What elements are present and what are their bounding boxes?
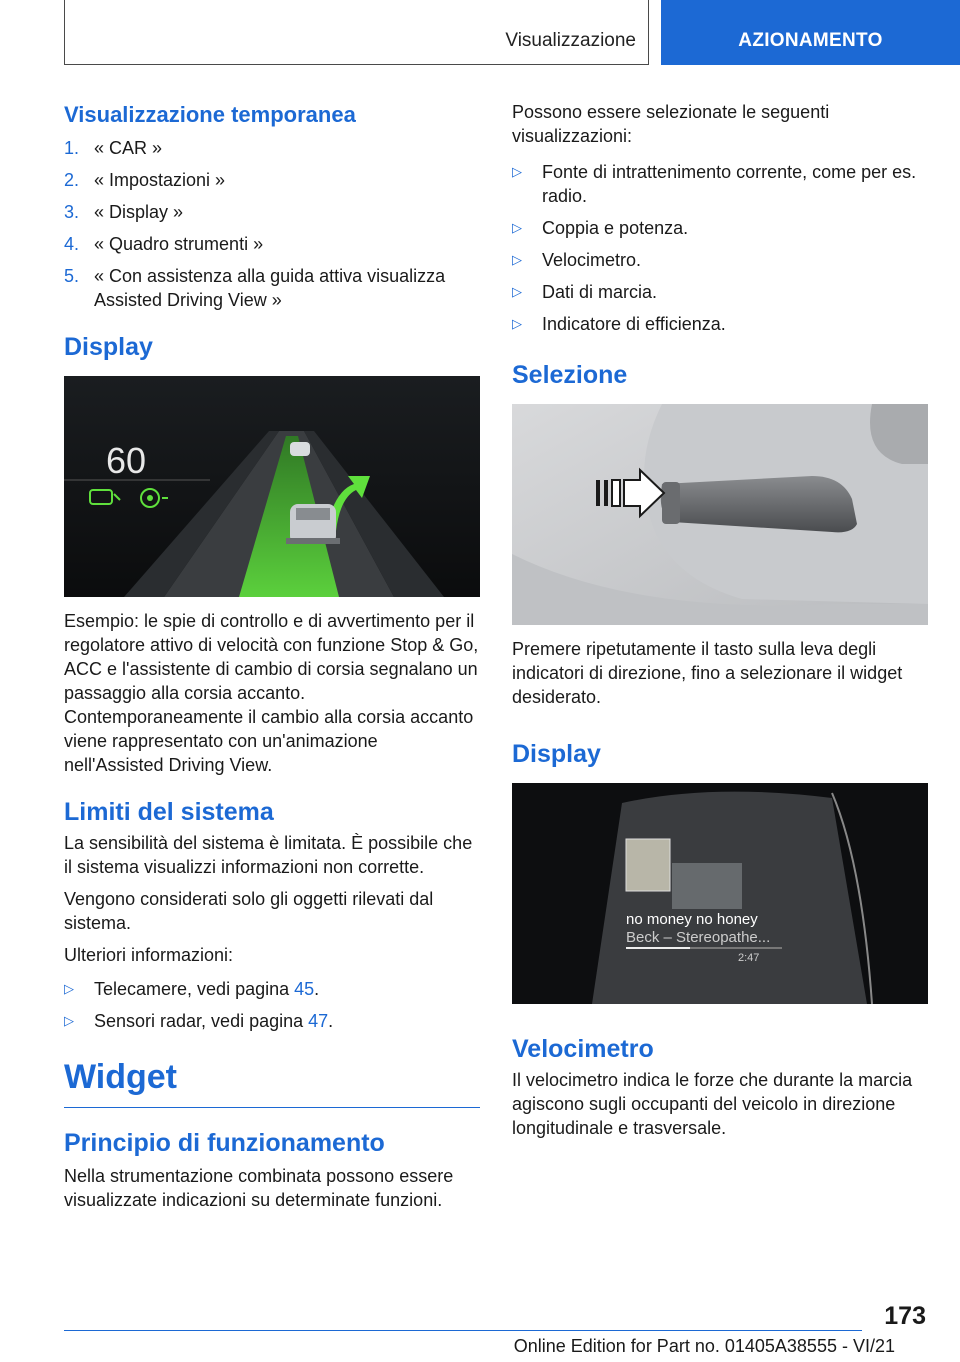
step-number: 4. xyxy=(64,234,80,254)
refs-list xyxy=(64,977,480,1033)
option-text: Dati di marcia. xyxy=(542,282,658,302)
limits-text-3: Ulteriori informazioni: xyxy=(64,945,234,965)
header-section-title: Visualizzazione xyxy=(505,30,636,51)
principle-text: Nella strumentazione combinata possono essere visualizzate indicazioni su determinate funzioni. xyxy=(64,1166,454,1210)
left-column xyxy=(64,100,480,1212)
page-link[interactable]: 47 xyxy=(308,1011,329,1031)
ref-punct: . xyxy=(314,979,320,999)
display-heading: Display xyxy=(64,333,153,361)
limits-text-2: Vengono considerati solo gli oggetti rilevati dal sistema. xyxy=(64,889,434,933)
display-caption: Esempio: le spie di controllo e di avvertimento per il regolatore attivo di velocità con funzione Stop & Go, ACC e l'assistente di cambio di corsia segnalano un passaggio alla corsia accanto. Contemporaneamente il cambio alla corsia accanto viene rappresentato con un'animazione nell'Assisted Driving View. xyxy=(64,611,479,775)
bullet-triangle-icon: ▷ xyxy=(64,981,74,996)
media-time: 2:47 xyxy=(738,952,760,964)
step-item xyxy=(64,232,480,256)
steps-list xyxy=(64,136,480,312)
step-number: 3. xyxy=(64,202,80,222)
option-text: Velocimetro. xyxy=(542,250,642,270)
footer-rule xyxy=(64,1330,862,1331)
option-text: Coppia e potenza. xyxy=(542,218,689,238)
options-intro: Possono essere selezionate le seguenti visualizzazioni: xyxy=(512,102,830,146)
display-heading-right: Display xyxy=(512,740,601,768)
speedo-heading: Velocimetro xyxy=(512,1035,654,1063)
indicator-lever-image xyxy=(512,404,928,625)
principle-heading: Principio di funzionamento xyxy=(64,1129,385,1157)
chapter-tab[interactable] xyxy=(661,0,960,65)
step-number: 5. xyxy=(64,266,80,286)
step-item xyxy=(64,168,480,192)
bullet-triangle-icon: ▷ xyxy=(64,1013,74,1028)
option-item xyxy=(512,160,928,208)
step-text: « Con assistenza alla guida attiva visualizza Assisted Driving View » xyxy=(94,266,446,310)
speed-readout: 60 xyxy=(106,440,147,481)
bullet-triangle-icon: ▷ xyxy=(512,164,522,179)
option-text: Indicatore di efficienza. xyxy=(542,314,726,334)
ref-text: Telecamere, vedi pagina xyxy=(94,979,295,999)
speedo-text: Il velocimetro indica le forze che durante la marcia agiscono sugli occupanti del veicolo in direzione longitudinale e trasversale. xyxy=(512,1070,913,1138)
ref-text: Sensori radar, vedi pagina xyxy=(94,1011,309,1031)
media-widget-image xyxy=(512,783,928,1004)
step-item xyxy=(64,136,480,160)
header-section-box xyxy=(64,0,649,65)
step-text: « Quadro strumenti » xyxy=(94,234,264,254)
bullet-triangle-icon: ▷ xyxy=(512,284,522,299)
chapter-tab-label: AZIONAMENTO xyxy=(738,30,883,51)
media-artist: Beck – Stereopathe... xyxy=(626,929,771,946)
page-number: 173 xyxy=(884,1302,926,1330)
options-list xyxy=(512,160,928,336)
step-text: « Display » xyxy=(94,202,184,222)
temp-heading: Visualizzazione temporanea xyxy=(64,102,356,127)
step-number: 2. xyxy=(64,170,80,190)
limits-text-1: La sensibilità del sistema è limitata. È possibile che il sistema visualizzi informazioni non corrette. xyxy=(64,833,473,877)
step-item xyxy=(64,200,480,224)
bullet-triangle-icon: ▷ xyxy=(512,316,522,331)
step-text: « Impostazioni » xyxy=(94,170,226,190)
step-number: 1. xyxy=(64,138,80,158)
bullet-triangle-icon: ▷ xyxy=(512,252,522,267)
limits-heading: Limiti del sistema xyxy=(64,798,274,826)
selection-heading: Selezione xyxy=(512,361,628,389)
right-column xyxy=(512,100,928,1140)
step-item xyxy=(64,264,480,312)
ref-punct: . xyxy=(328,1011,334,1031)
option-item xyxy=(512,216,928,240)
option-item xyxy=(512,312,928,336)
ref-item xyxy=(64,1009,480,1033)
assisted-driving-view-image xyxy=(64,376,480,597)
option-item xyxy=(512,280,928,304)
media-track: no money no honey xyxy=(626,911,758,928)
ref-item xyxy=(64,977,480,1001)
page-link[interactable]: 45 xyxy=(294,979,315,999)
selection-text: Premere ripetutamente il tasto sulla leva degli indicatori di direzione, fino a selezionare il widget desiderato. xyxy=(512,639,903,707)
option-text: Fonte di intrattenimento corrente, come per es. radio. xyxy=(542,162,917,206)
step-text: « CAR » xyxy=(94,138,163,158)
footer-edition: Online Edition for Part no. 01405A38555 - VI/21 xyxy=(513,1336,895,1356)
bullet-triangle-icon: ▷ xyxy=(512,220,522,235)
widget-heading: Widget xyxy=(64,1055,480,1108)
option-item xyxy=(512,248,928,272)
